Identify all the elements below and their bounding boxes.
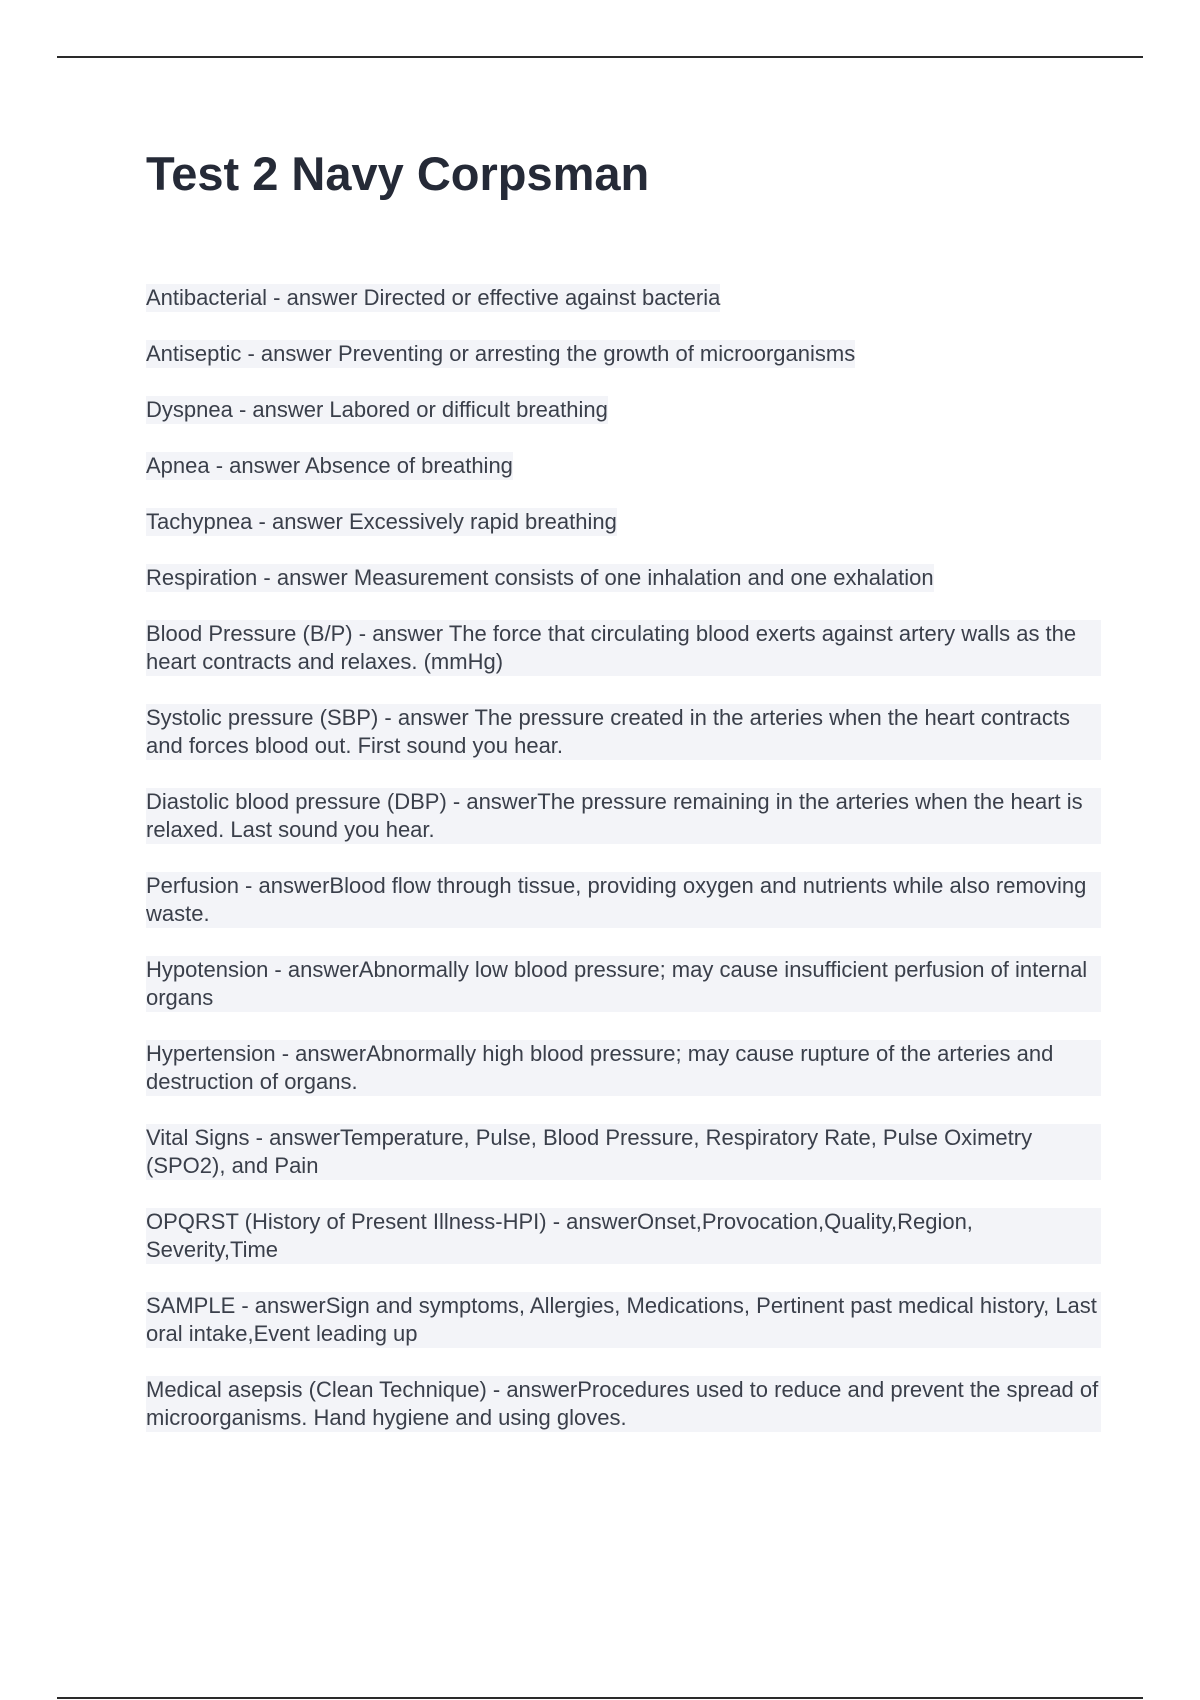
list-item-text: Systolic pressure (SBP) - answer The pressure created in the arteries when the heart contracts and forces blood out. First sound you hear. xyxy=(146,705,1071,758)
list-item-text: Dyspnea - answer Labored or difficult breathing xyxy=(146,397,608,422)
list-item xyxy=(146,1376,1101,1432)
list-item-text: Diastolic blood pressure (DBP) - answerThe pressure remaining in the arteries when the heart is relaxed. Last sound you hear. xyxy=(146,789,1083,842)
list-item xyxy=(146,872,1101,928)
list-item xyxy=(146,284,720,312)
list-item-text: Tachypnea - answer Excessively rapid breathing xyxy=(146,509,617,534)
page-title: Test 2 Navy Corpsman xyxy=(146,147,650,200)
list-item xyxy=(146,1040,1101,1096)
list-item-text: Blood Pressure (B/P) - answer The force that circulating blood exerts against artery walls as the heart contracts and relaxes. (mmHg) xyxy=(146,621,1077,674)
list-item xyxy=(146,788,1101,844)
list-item-text: Hypotension - answerAbnormally low blood pressure; may cause insufficient perfusion of internal organs xyxy=(146,957,1088,1010)
list-item xyxy=(146,564,934,592)
list-item-text: Hypertension - answerAbnormally high blood pressure; may cause rupture of the arteries and destruction of organs. xyxy=(146,1041,1054,1094)
list-item xyxy=(146,340,855,368)
list-item xyxy=(146,452,513,480)
list-item xyxy=(146,1292,1101,1348)
bottom-divider xyxy=(57,1697,1143,1699)
list-item-text: Antibacterial - answer Directed or effective against bacteria xyxy=(146,285,721,310)
list-item xyxy=(146,956,1101,1012)
list-item-text: Medical asepsis (Clean Technique) - answerProcedures used to reduce and prevent the spread of microorganisms. Hand hygiene and using gloves. xyxy=(146,1377,1099,1430)
list-item-text: Apnea - answer Absence of breathing xyxy=(146,453,513,478)
list-item xyxy=(146,1208,1101,1264)
flashcard-list xyxy=(146,284,1101,1460)
list-item-text: Perfusion - answerBlood flow through tissue, providing oxygen and nutrients while also removing waste. xyxy=(146,873,1087,926)
list-item-text: OPQRST (History of Present Illness-HPI) - answerOnset,Provocation,Quality,Region, Severity,Time xyxy=(146,1209,973,1262)
list-item-text: SAMPLE - answerSign and symptoms, Allergies, Medications, Pertinent past medical history, Last oral intake,Event leading up xyxy=(146,1293,1097,1346)
list-item xyxy=(146,704,1101,760)
list-item xyxy=(146,508,617,536)
list-item-text: Antiseptic - answer Preventing or arresting the growth of microorganisms xyxy=(146,341,856,366)
list-item xyxy=(146,396,608,424)
list-item-text: Vital Signs - answerTemperature, Pulse, Blood Pressure, Respiratory Rate, Pulse Oximetry (SPO2), and Pain xyxy=(146,1125,1033,1178)
list-item xyxy=(146,1124,1101,1180)
list-item xyxy=(146,620,1101,676)
list-item-text: Respiration - answer Measurement consists of one inhalation and one exhalation xyxy=(146,565,934,590)
top-divider xyxy=(57,56,1143,58)
